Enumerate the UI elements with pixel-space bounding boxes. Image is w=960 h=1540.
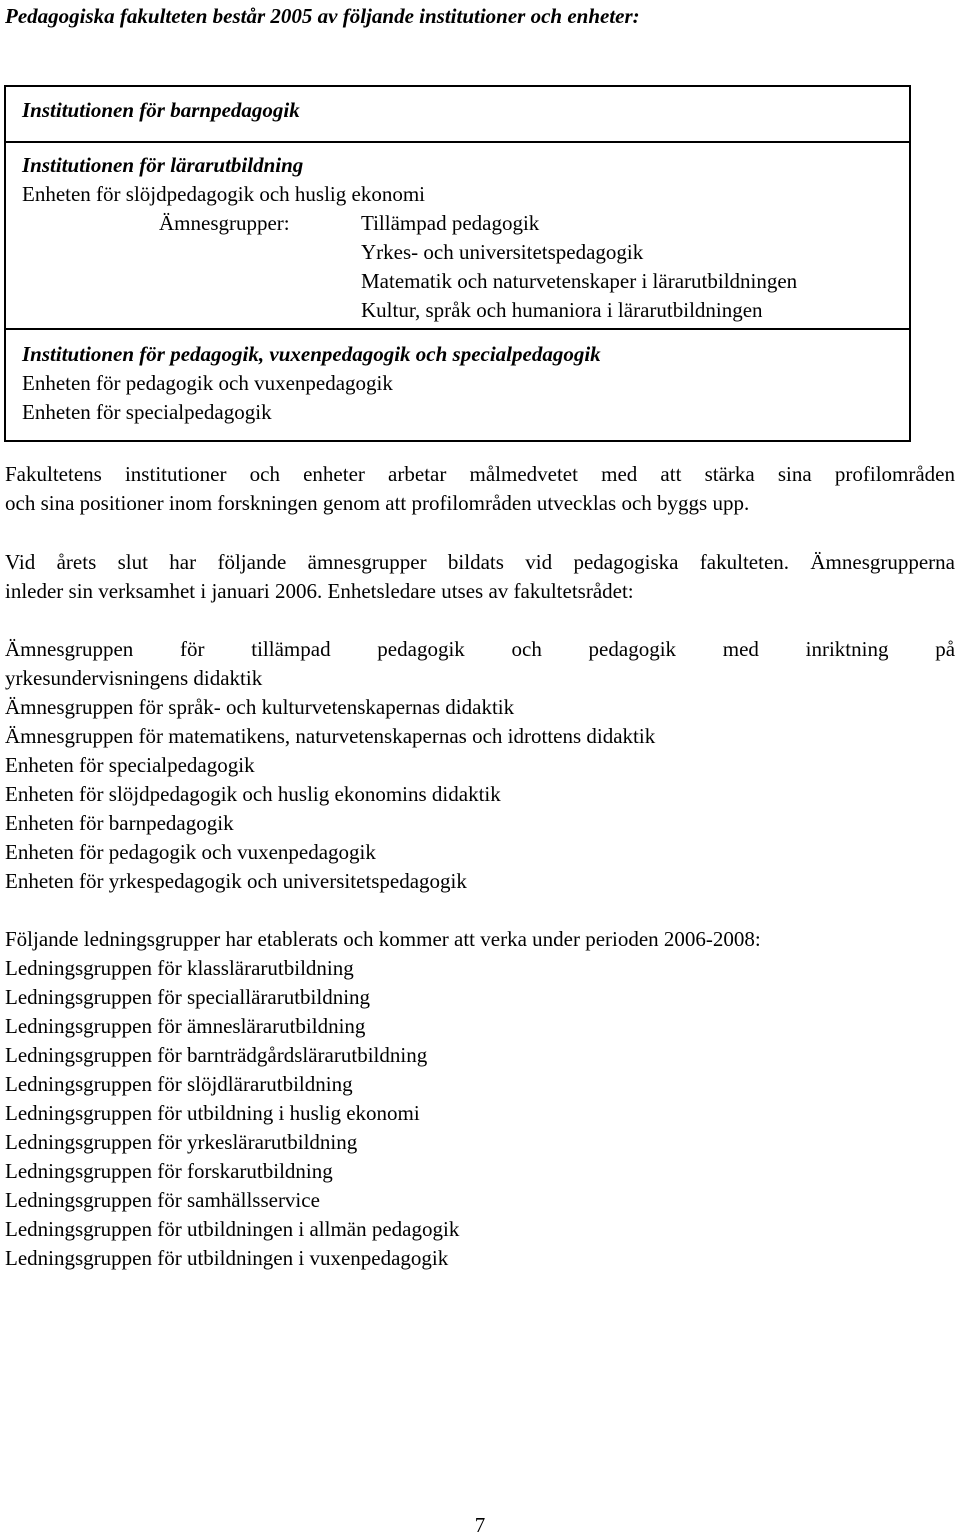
- subject-group-item: Matematik och naturvetenskaper i lärarutbildningen: [361, 269, 798, 293]
- box-divider: [6, 141, 909, 143]
- word: för: [180, 637, 205, 661]
- list-item: Enheten för yrkespedagogik och universitetspedagogik: [5, 869, 467, 893]
- list-item: Ledningsgruppen för ämneslärarutbildning: [5, 1014, 366, 1038]
- list-item: Ledningsgruppen för utbildning i huslig ekonomi: [5, 1101, 420, 1125]
- page-heading: Pedagogiska fakulteten består 2005 av följande institutioner och enheter:: [5, 4, 640, 28]
- paragraph-line: Fakultetens institutioner och enheter arbetar målmedvetet med att stärka sina profilområden: [5, 462, 955, 486]
- list-item: Enheten för slöjdpedagogik och huslig ekonomins didaktik: [5, 782, 501, 806]
- page-number: 7: [474, 1513, 486, 1537]
- list-item: Enheten för specialpedagogik: [5, 753, 255, 777]
- box-divider: [6, 328, 909, 330]
- word: på: [935, 637, 956, 661]
- list-item: Ledningsgruppen för slöjdlärarutbildning: [5, 1072, 353, 1096]
- unit-specialpedagogik: Enheten för specialpedagogik: [22, 400, 272, 424]
- list-item: Ledningsgruppen för barnträdgårdslärarutbildning: [5, 1043, 428, 1067]
- word: inriktning: [805, 637, 889, 661]
- list-item: Ledningsgruppen för samhällsservice: [5, 1188, 320, 1212]
- subject-group-item: Kultur, språk och humaniora i lärarutbildningen: [361, 298, 763, 322]
- word: Ämnesgruppen: [5, 637, 134, 661]
- paragraph-profile-areas: [5, 460, 955, 489]
- list-item: Enheten för barnpedagogik: [5, 811, 234, 835]
- list-item: Ledningsgruppen för forskarutbildning: [5, 1159, 333, 1183]
- leadership-intro: Följande ledningsgrupper har etablerats och kommer att verka under perioden 2006-2008:: [5, 927, 761, 951]
- list-item: Ledningsgruppen för utbildningen i vuxenpedagogik: [5, 1246, 449, 1270]
- paragraph-line: Vid årets slut har följande ämnesgrupper bildats vid pedagogiska fakulteten. Ämnesgrupperna: [5, 550, 955, 574]
- subject-group-item: Yrkes- och universitetspedagogik: [361, 240, 644, 264]
- word: och: [511, 637, 542, 661]
- institution-barnpedagogik: Institutionen för barnpedagogik: [22, 98, 300, 122]
- unit-pedagogik-vuxenpedagogik: Enheten för pedagogik och vuxenpedagogik: [22, 371, 393, 395]
- organisation-box: [4, 85, 911, 442]
- institution-lararutbildning: Institutionen för lärarutbildning: [22, 153, 304, 177]
- list-item: Ledningsgruppen för klasslärarutbildning: [5, 956, 354, 980]
- paragraph-subject-groups: [5, 548, 955, 577]
- list-item: Ämnesgruppen för matematikens, naturvetenskapernas och idrottens didaktik: [5, 724, 656, 748]
- list-item: [5, 635, 955, 664]
- list-item: Enheten för pedagogik och vuxenpedagogik: [5, 840, 376, 864]
- list-item: Ledningsgruppen för yrkeslärarutbildning: [5, 1130, 358, 1154]
- list-item: Ledningsgruppen för utbildningen i allmän pedagogik: [5, 1217, 460, 1241]
- institution-pedagogik: Institutionen för pedagogik, vuxenpedagogik och specialpedagogik: [22, 342, 601, 366]
- subject-groups-label: Ämnesgrupper:: [159, 211, 290, 235]
- word: pedagogik: [377, 637, 465, 661]
- word: med: [722, 637, 759, 661]
- unit-slojdpedagogik: Enheten för slöjdpedagogik och huslig ekonomi: [22, 182, 426, 206]
- word: pedagogik: [588, 637, 677, 661]
- list-item: Ämnesgruppen för språk- och kulturvetenskapernas didaktik: [5, 695, 515, 719]
- paragraph-line: inleder sin verksamhet i januari 2006. Enhetsledare utses av fakultetsrådet:: [5, 579, 634, 603]
- list-item-continued: yrkesundervisningens didaktik: [5, 666, 263, 690]
- list-item: Ledningsgruppen för speciallärarutbildning: [5, 985, 371, 1009]
- paragraph-line: och sina positioner inom forskningen genom att profilområden utvecklas och byggs upp.: [5, 491, 750, 515]
- subject-group-item: Tillämpad pedagogik: [361, 211, 540, 235]
- word: tillämpad: [251, 637, 331, 661]
